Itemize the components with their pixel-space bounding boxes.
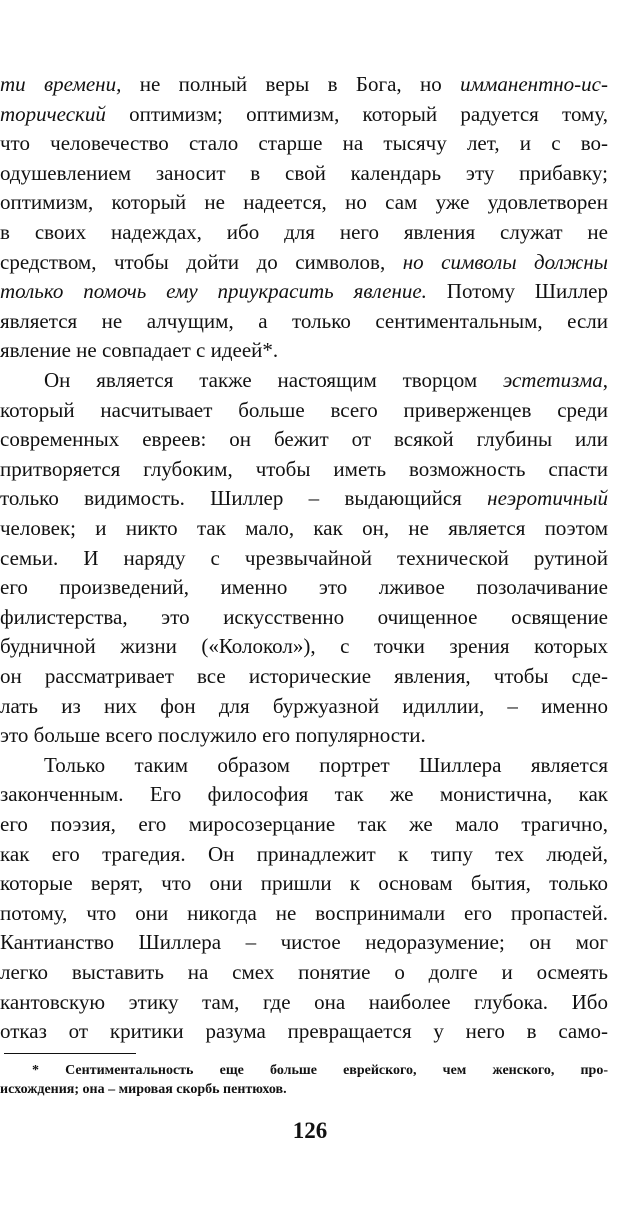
text-line: средством, чтобы дойти до символов, но символы должны (0, 249, 608, 274)
text-line: которые верят, что они пришли к основам бытия, только (0, 871, 608, 896)
text-line: лать из них фон для буржуазной идиллии, – именно (0, 693, 608, 718)
footnote-line: * Сентиментальность еще больше еврейского, чем женского, про- (32, 1062, 608, 1078)
text-line: он рассматривает все исторические явления, чтобы сде- (0, 664, 608, 688)
text-line: семьи. И наряду с чрезвычайной технической рутиной (0, 545, 608, 570)
text-line: притворяется глубоким, чтобы иметь возможность спасти (0, 456, 608, 481)
text-line: явление не совпадает с идеей*. (0, 338, 279, 363)
text-line: законченным. Его философия так же монистична, как (0, 782, 608, 807)
text-line: в своих надеждах, ибо для него явления служат не (0, 220, 608, 244)
page-number: 126 (292, 1117, 328, 1143)
footnote-line: исхождения; она – мировая скорбь пентюхов. (0, 1081, 287, 1097)
text-line: будничной жизни («Колокол»), с точки зрения которых (0, 634, 608, 659)
text-line: который насчитывает больше всего приверженцев среди (0, 397, 608, 422)
text-line: современных евреев: он бежит от всякой глубины или (0, 427, 608, 452)
footnote-divider (4, 1053, 136, 1054)
text-line: как его трагедия. Он принадлежит к типу тех людей, (0, 841, 608, 866)
text-line: это больше всего послужило его популярности. (0, 723, 426, 748)
text-line: человек; и никто так мало, как он, не является поэтом (0, 516, 608, 540)
text-line: легко выставить на смех понятие о долге и осмеять (0, 960, 608, 984)
text-line: что человечество стало старше на тысячу лет, и с во- (0, 131, 608, 156)
text-line: ти времени, не полный веры в Бога, но имманентно-ис- (0, 72, 608, 96)
text-line: одушевлением заносит в свой календарь эту прибавку; (0, 160, 608, 185)
text-line: кантовскую этику там, где она наиболее глубока. Ибо (0, 989, 608, 1014)
text-line: его произведений, именно это лживое позолачивание (0, 575, 608, 600)
text-line: филистерства, это искусственно очищенное освящение (0, 604, 608, 629)
text-line: оптимизм, который не надеется, но сам уже удовлетворен (0, 190, 608, 215)
text-line: потому, что они никогда не воспринимали его пропастей. (0, 900, 608, 925)
text-line: торический оптимизм; оптимизм, который радуется тому, (0, 101, 608, 126)
paragraph-first-line: Он является также настоящим творцом эстетизма, (44, 368, 608, 392)
text-line: Кантианство Шиллера – чистое недоразумение; он мог (0, 930, 608, 955)
text-line: его поэзия, его миросозерцание так же мало трагично, (0, 812, 608, 836)
text-line: отказ от критики разума превращается у него в само- (0, 1019, 608, 1044)
text-line: является не алчущим, а только сентиментальным, если (0, 308, 608, 333)
text-line: только помочь ему приукрасить явление. Потому Шиллер (0, 279, 608, 304)
text-line: только видимость. Шиллер – выдающийся неэротичный (0, 486, 608, 511)
paragraph-first-line: Только таким образом портрет Шиллера является (44, 752, 608, 777)
